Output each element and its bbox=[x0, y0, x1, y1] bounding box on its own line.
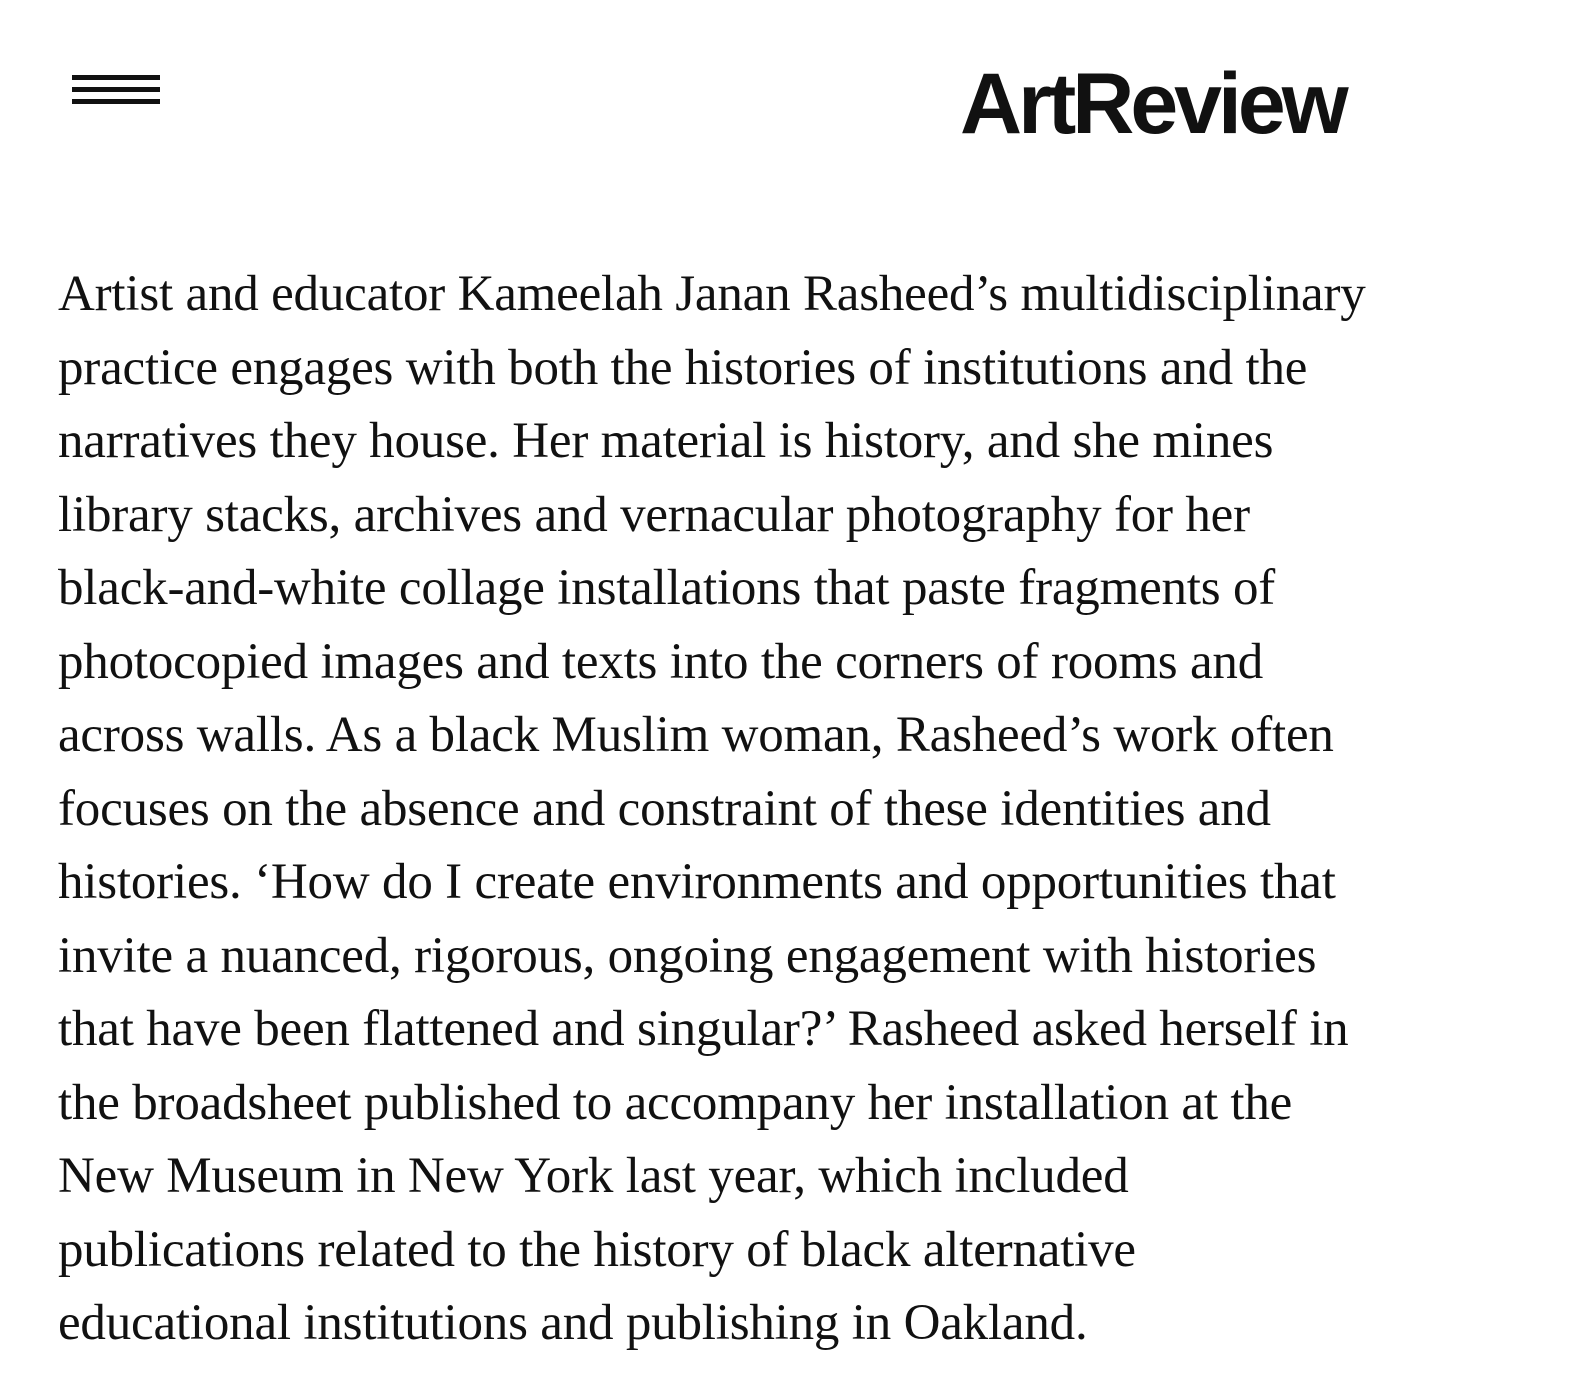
paragraph-line: the broadsheet published to accompany her installation at the bbox=[58, 1074, 1293, 1131]
paragraph-line: New Museum in New York last year, which included bbox=[58, 1148, 1129, 1204]
menu-button[interactable] bbox=[66, 70, 166, 120]
paragraph-line: photocopied images and texts into the corners of rooms and bbox=[58, 633, 1264, 690]
paragraph-line: focuses on the absence and constraint of these identities and bbox=[58, 780, 1271, 837]
paragraph-line: narratives they house. Her material is history, and she mines bbox=[58, 413, 1274, 469]
paragraph-line: Artist and educator Kameelah Janan Rasheed’s multidisciplinary bbox=[58, 266, 1366, 322]
site-logo[interactable]: ArtReview bbox=[960, 56, 1345, 152]
paragraph-line: practice engages with both the histories of institutions and the bbox=[58, 339, 1308, 396]
paragraph-line: publications related to the history of black alternative bbox=[58, 1221, 1136, 1278]
paragraph-line: histories. ‘How do I create environments and opportunities that bbox=[58, 854, 1336, 910]
paragraph-line: black-and-white collage installations that paste fragments of bbox=[58, 560, 1276, 616]
paragraph-line: library stacks, archives and vernacular photography for her bbox=[58, 486, 1250, 543]
article-body bbox=[58, 258, 1538, 1361]
paragraph-line: invite a nuanced, rigorous, ongoing engagement with histories bbox=[58, 927, 1317, 984]
paragraph-line: that have been flattened and singular?’ Rasheed asked herself in bbox=[58, 1001, 1349, 1057]
paragraph-line: across walls. As a black Muslim woman, Rasheed’s work often bbox=[58, 707, 1334, 763]
site-header bbox=[0, 0, 1590, 200]
paragraph-line: educational institutions and publishing in Oakland. bbox=[58, 1295, 1088, 1351]
